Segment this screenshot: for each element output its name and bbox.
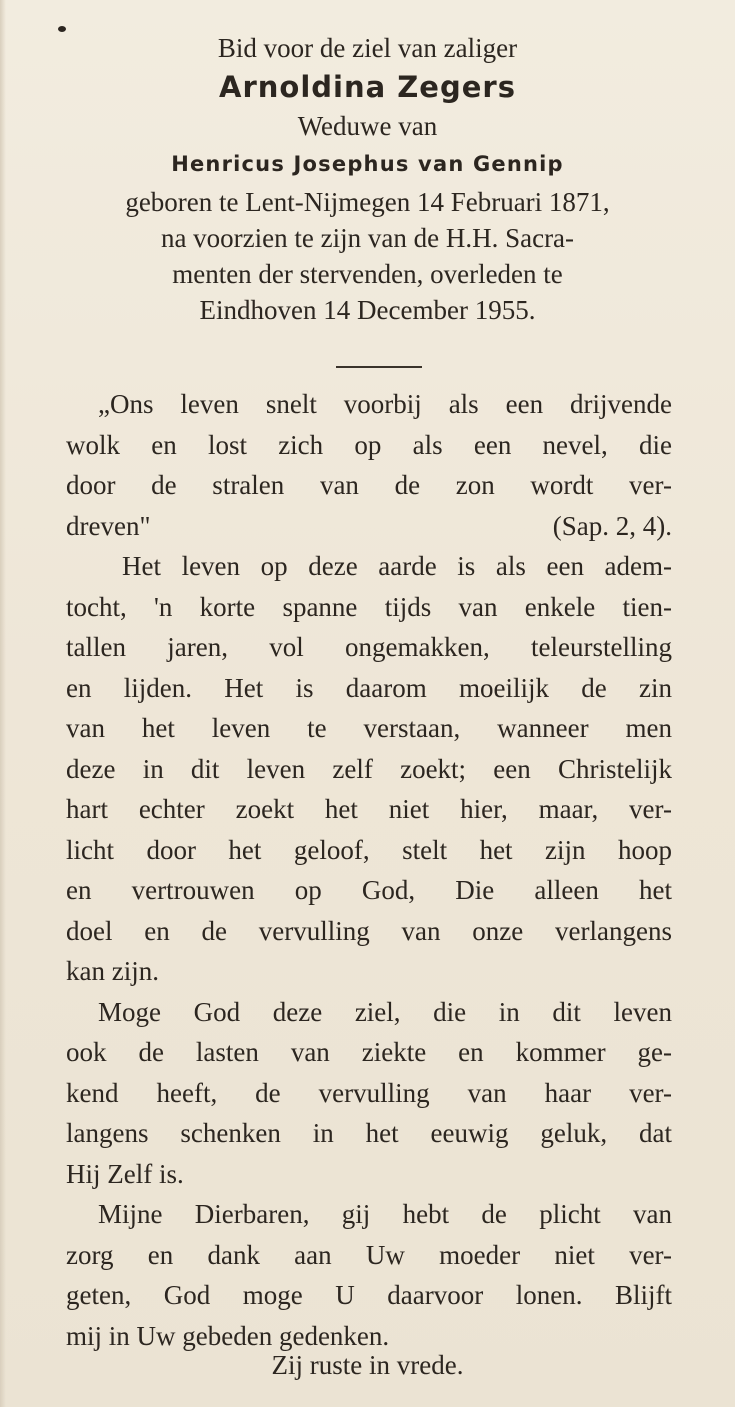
card-body: [66, 384, 672, 1356]
paragraph-line: ook de lasten van ziekte en kommer ge-: [66, 1037, 672, 1067]
paragraph-line: langens schenken in het eeuwig geluk, dat: [66, 1118, 672, 1148]
paragraph-line: licht door het geloof, stelt het zijn hoop: [66, 834, 672, 865]
death-date-line: Eindhoven 14 December 1955.: [199, 295, 536, 325]
death-line: menten der stervenden, overleden te: [172, 259, 563, 289]
paragraph-line: tallen jaren, vol ongemakken, teleurstelling: [66, 632, 672, 662]
quote-end: dreven": [66, 510, 151, 541]
bible-citation: (Sap. 2, 4).: [552, 510, 672, 541]
paragraph-last-line: mij in Uw gebeden gedenken.: [66, 1320, 390, 1351]
paragraph-line: Het leven op deze aarde is als een adem-: [122, 551, 672, 581]
birth-line: geboren te Lent-Nijmegen 14 Februari 1871,: [125, 187, 610, 217]
paragraph-line: doel en de vervulling van onze verlangens: [66, 915, 672, 946]
paragraph-line: en vertrouwen op God, Die alleen het: [66, 875, 672, 905]
paragraph-line: tocht, 'n korte spanne tijds van enkele tien-: [66, 591, 672, 622]
paragraph-line: hart echter zoekt het niet hier, maar, ver-: [66, 794, 672, 824]
quote-last-line: [66, 506, 672, 547]
quote-line: „Ons leven snelt voorbij als een drijvende: [98, 389, 672, 419]
paragraph-line: en lijden. Het is daarom moeilijk de zin: [66, 672, 672, 703]
card-header: [0, 30, 735, 328]
husband-name: Henricus Josephus van Gennip: [171, 152, 564, 176]
paragraph-line: van het leven te verstaan, wanneer men: [66, 713, 672, 743]
paragraph-line: zorg en dank aan Uw moeder niet ver-: [66, 1239, 672, 1270]
quote-line: wolk en lost zich op als een nevel, die: [66, 429, 672, 460]
divider-rule: [336, 366, 422, 368]
intro-line: Bid voor de ziel van zaliger: [217, 33, 518, 63]
paragraph-last-line: Hij Zelf is.: [66, 1158, 184, 1189]
deceased-name: Arnoldina Zegers: [219, 70, 516, 104]
paragraph-line: Moge God deze ziel, die in dit leven: [98, 996, 672, 1027]
paragraph-last-line: kan zijn.: [66, 956, 159, 986]
paragraph-line: kend heeft, de vervulling van haar ver-: [66, 1077, 672, 1108]
closing-line: Zij ruste in vrede.: [271, 1350, 464, 1380]
quote-line: door de stralen van de zon wordt ver-: [66, 470, 672, 500]
paragraph-line: geten, God moge U daarvoor lonen. Blijft: [66, 1280, 672, 1310]
widow-of-line: Weduwe van: [297, 111, 438, 141]
paragraph-line: deze in dit leven zelf zoekt; een Christelijk: [66, 753, 672, 784]
sacraments-line: na voorzien te zijn van de H.H. Sacra-: [160, 223, 575, 253]
paragraph-line: Mijne Dierbaren, gij hebt de plicht van: [98, 1199, 672, 1229]
